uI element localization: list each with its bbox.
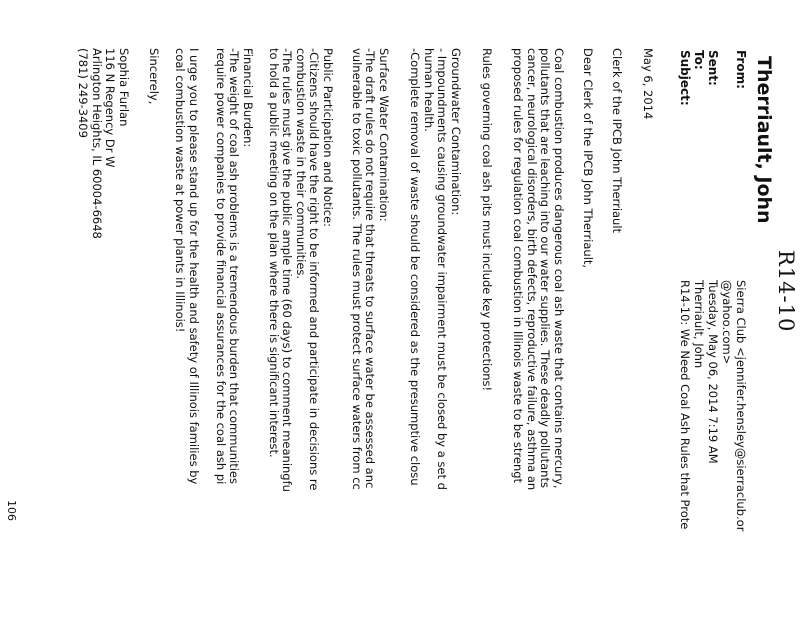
groundwater-section	[408, 48, 462, 490]
intro-line: proposed rules for regulation coal combustion in Illinois waste to be strengt	[511, 48, 526, 484]
groundwater-heading: Groundwater Contamination:	[449, 48, 463, 216]
docket-number: R14-10	[774, 250, 798, 333]
surface-water-line: -The draft rules do not require that threats to surface water be assessed anc	[363, 48, 378, 489]
closing-line: I urge you to please stand up for the health and safety of Illinois families by	[187, 48, 201, 485]
signature-phone: (781) 249-3409	[76, 48, 91, 138]
sent-label: Sent:	[706, 50, 720, 86]
intro-line: Coal combustion produces dangerous coal ash waste that contains mercury,	[552, 48, 566, 489]
intro-line: pollutants that are leaching into our water supplies. These deadly pollutants	[538, 48, 553, 488]
letter-salutation: Dear Clerk of the IPCB John Therriault,	[581, 48, 595, 269]
financial-heading: Financial Burden:	[241, 48, 255, 148]
groundwater-line: human health.	[421, 48, 436, 132]
signature-name: Sophia Furlan	[117, 48, 131, 127]
signature-address: 116 N Regency Dr W	[103, 48, 118, 168]
from-value-continued: @yahoo.com>	[720, 280, 734, 365]
closing-request	[173, 48, 200, 484]
to-value: Therriault, John	[692, 280, 706, 369]
sent-value: Tuesday, May 06, 2014 7:19 AM	[706, 280, 720, 464]
subject-value: R14-10: We Need Coal Ash Rules that Prote	[678, 280, 692, 530]
sender-name: Therriault, John	[753, 56, 775, 224]
to-label: To:	[692, 50, 706, 70]
financial-line: -The weight of coal ash problems is a tremendous burden that communities	[227, 48, 242, 484]
participation-line: combustion waste in their communities.	[293, 48, 308, 280]
subject-label: Subject:	[678, 50, 692, 106]
from-label: From:	[734, 50, 748, 89]
financial-section	[213, 48, 254, 484]
groundwater-line: -Complete removal of waste should be considered as the presumptive closu	[408, 48, 423, 486]
letter-recipient: Clerk of the IPCB John Therriault	[610, 48, 624, 234]
participation-line: -Citizens should have the right to be informed and participate in decisions re	[307, 48, 322, 491]
closing-line: coal combustion waste at power plants in Illinois!	[173, 48, 188, 333]
participation-section	[266, 48, 334, 492]
page-number: 106	[5, 500, 18, 521]
signature-block	[76, 48, 130, 239]
groundwater-line: - Impoundments causing groundwater impairment must be closed by a set d	[435, 48, 450, 490]
letter-date: May 6, 2014	[641, 48, 655, 120]
intro-paragraph	[511, 48, 565, 490]
participation-heading: Public Participation and Notice:	[321, 48, 335, 228]
from-value: Sierra Club <jennifer.hensley@sierraclub.or	[734, 280, 748, 532]
surface-water-heading: Surface Water Contamination:	[377, 48, 391, 222]
rules-intro: Rules governing coal ash pits must include key protections!	[480, 48, 494, 392]
signature-city: Arlington Heights, IL 60004-6648	[89, 48, 104, 239]
financial-line: require power companies to provide financial assurances for the coal ash pi	[213, 48, 228, 485]
participation-line: -The rules must give the public ample time (60 days) to comment meaningfu	[280, 48, 295, 492]
intro-line: cancer, neurological disorders, birth defects, reproductive failure, asthma an	[524, 48, 539, 491]
surface-water-section	[349, 48, 390, 490]
signoff: Sincerely,	[147, 48, 161, 105]
surface-water-line: vulnerable to toxic pollutants. The rules must protect surface waters from cc	[349, 48, 364, 490]
participation-line: to hold a public meeting on the plan where there is significant interest.	[266, 48, 281, 458]
